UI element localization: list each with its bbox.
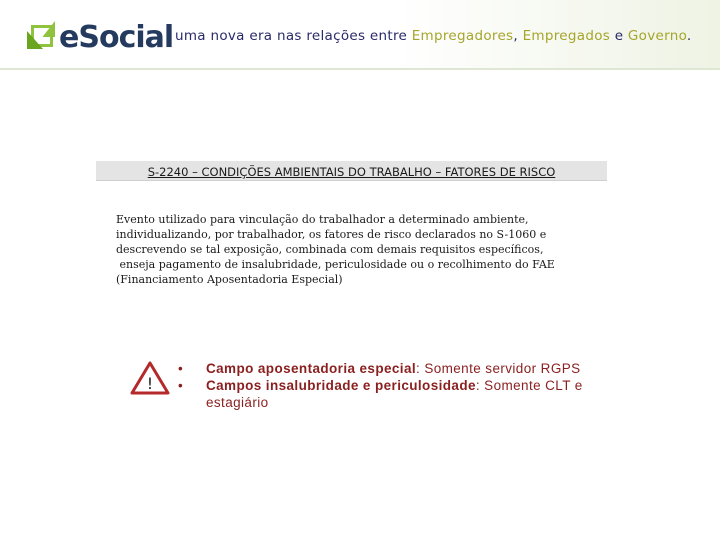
tagline-empregados: Empregados	[522, 28, 611, 44]
list-item	[178, 360, 618, 377]
list-item	[178, 377, 618, 411]
notes-list	[178, 360, 618, 411]
warning-triangle-icon	[130, 360, 170, 400]
bullet-icon: •	[178, 378, 184, 393]
esocial-logo-text: eSocial	[59, 19, 174, 55]
header-banner	[0, 0, 720, 70]
note-value: : Somente servidor RGPS	[416, 361, 581, 376]
tagline-governo: Governo	[627, 28, 687, 44]
description-line: Evento utilizado para vinculação do trabalhador a determinado ambiente,	[116, 213, 529, 226]
tagline-empregadores: Empregadores	[411, 28, 514, 44]
svg-text:!: !	[146, 374, 154, 393]
note-value: : Somente CLT e estagiário	[206, 378, 583, 410]
note-key: Campo aposentadoria especial	[206, 361, 417, 376]
event-title: S-2240 – CONDIÇÕES AMBIENTAIS DO TRABALHO – FATORES DE RISCO	[147, 165, 556, 179]
description-line: (Financiamento Aposentadoria Especial)	[116, 273, 343, 286]
event-description	[116, 212, 555, 287]
description-line: enseja pagamento de insalubridade, periculosidade ou o recolhimento do FAE	[116, 258, 555, 271]
bullet-icon: •	[178, 361, 184, 376]
esocial-logo-mark-icon	[27, 21, 57, 53]
header-tagline: uma nova era nas relações entre Empregadores, Empregados e Governo.	[175, 28, 692, 44]
esocial-logo	[27, 19, 173, 55]
description-line: descrevendo se tal exposição, combinada com demais requisitos específicos,	[116, 243, 544, 256]
note-key: Campos insalubridade e periculosidade	[206, 378, 476, 393]
header-divider	[0, 68, 720, 70]
event-title-bar	[96, 161, 607, 181]
description-line: individualizando, por trabalhador, os fatores de risco declarados no S-1060 e	[116, 228, 547, 241]
